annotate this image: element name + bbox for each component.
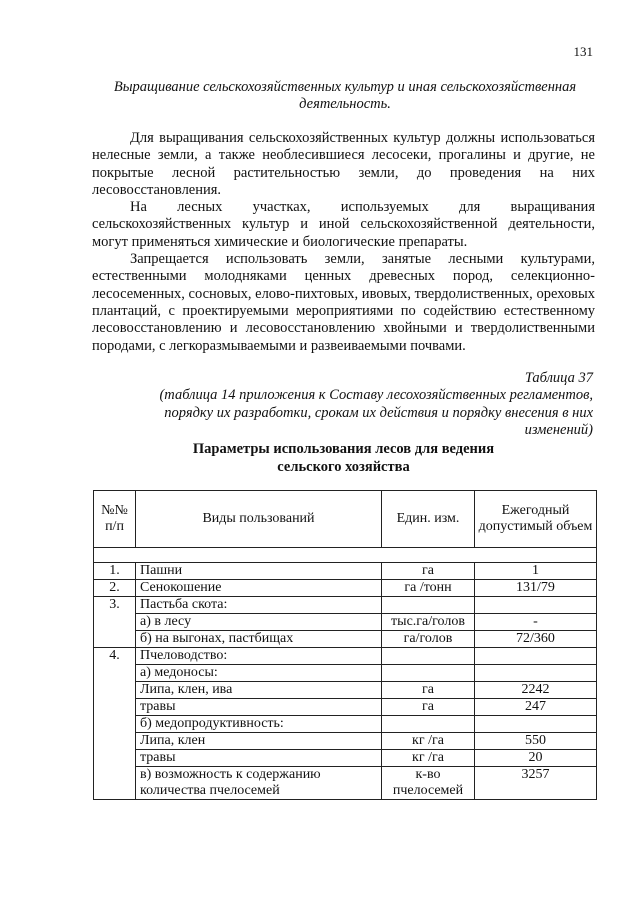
row-unit bbox=[382, 716, 475, 733]
row-value bbox=[475, 716, 597, 733]
row-name: Липа, клен bbox=[136, 733, 382, 750]
header-num: №№ п/п bbox=[94, 491, 136, 548]
table-caption bbox=[123, 370, 593, 439]
table-row bbox=[94, 682, 597, 699]
row-unit: га bbox=[382, 699, 475, 716]
header-type: Виды пользований bbox=[136, 491, 382, 548]
row-name: травы bbox=[136, 699, 382, 716]
row-unit: кг /га bbox=[382, 750, 475, 767]
table-title: Параметры использования лесов для ведения сельского хозяйства bbox=[192, 441, 495, 475]
row-unit: тыс.га/голов bbox=[382, 614, 475, 631]
row-number: 2. bbox=[94, 580, 136, 597]
row-name: Липа, клен, ива bbox=[136, 682, 382, 699]
row-unit: к-во пчелосемей bbox=[382, 767, 475, 800]
table-label: Таблица 37 bbox=[524, 370, 593, 386]
row-name: б) медопродуктивность: bbox=[136, 716, 382, 733]
table-header-row bbox=[94, 491, 597, 548]
row-value: 20 bbox=[475, 750, 597, 767]
row-name: б) на выгонах, пастбищах bbox=[136, 631, 382, 648]
row-value: 550 bbox=[475, 733, 597, 750]
table-row bbox=[94, 597, 597, 614]
table-row bbox=[94, 580, 597, 597]
row-unit: га bbox=[382, 682, 475, 699]
spacer-row bbox=[94, 548, 597, 563]
paragraph: Запрещается использовать земли, занятые лесными культурами, естественными молодняками ценных древесных пород, селекционно-лесосеменных, сосновых, елово-пихтовых, ивовых, твердолиственных, ореховых плантаций, с проектируемыми мероприятиями по содействию естественному лесовосстановлению и лесовосстановлению хвойными и твердолиственными породами, с легкоразмываемыми и развеиваемыми почвами. bbox=[92, 251, 595, 354]
header-volume: Ежегодный допустимый объем bbox=[475, 491, 597, 548]
row-name: Пчеловодство: bbox=[136, 648, 382, 665]
row-value: 72/360 bbox=[475, 631, 597, 648]
table-row bbox=[94, 750, 597, 767]
row-name: Пашни bbox=[136, 563, 382, 580]
row-unit: га /тонн bbox=[382, 580, 475, 597]
row-name: а) в лесу bbox=[136, 614, 382, 631]
table-row bbox=[94, 563, 597, 580]
row-value bbox=[475, 665, 597, 682]
row-value bbox=[475, 597, 597, 614]
row-name: травы bbox=[136, 750, 382, 767]
paragraph: На лесных участках, используемых для выращивания сельскохозяйственных культур и иной сельскохозяйственной деятельности, могут применяться химические и биологические препараты. bbox=[92, 199, 595, 250]
row-value: - bbox=[475, 614, 597, 631]
table-row bbox=[94, 631, 597, 648]
parameters-table bbox=[93, 490, 597, 800]
row-unit bbox=[382, 597, 475, 614]
table-row bbox=[94, 665, 597, 682]
row-unit bbox=[382, 648, 475, 665]
row-value: 2242 bbox=[475, 682, 597, 699]
row-number: 1. bbox=[94, 563, 136, 580]
row-value: 1 bbox=[475, 563, 597, 580]
page-number: 131 bbox=[573, 44, 593, 59]
table-note: (таблица 14 приложения к Составу лесохозяйственных регламентов, порядку их разработки, срокам их действия и порядку внесения в них изменений) bbox=[159, 387, 593, 438]
row-name: Сенокошение bbox=[136, 580, 382, 597]
row-number: 3. bbox=[94, 597, 136, 648]
section-title: Выращивание сельскохозяйственных культур и иная сельскохозяйственная деятельность. bbox=[113, 79, 577, 112]
row-unit: га/голов bbox=[382, 631, 475, 648]
row-number: 4. bbox=[94, 648, 136, 800]
row-value: 3257 bbox=[475, 767, 597, 800]
body-text bbox=[92, 130, 595, 355]
table-row bbox=[94, 733, 597, 750]
row-name: а) медоносы: bbox=[136, 665, 382, 682]
table-row bbox=[94, 767, 597, 800]
row-value: 131/79 bbox=[475, 580, 597, 597]
row-unit bbox=[382, 665, 475, 682]
row-unit: га bbox=[382, 563, 475, 580]
row-value bbox=[475, 648, 597, 665]
row-name: Пастьба скота: bbox=[136, 597, 382, 614]
table-row bbox=[94, 614, 597, 631]
paragraph: Для выращивания сельскохозяйственных культур должны использоваться нелесные земли, а также необлесившиеся лесосеки, прогалины и другие, не покрытые лесной растительностью земли, до проведения на них лесовосстановления. bbox=[92, 130, 595, 198]
table-row bbox=[94, 648, 597, 665]
header-unit: Един. изм. bbox=[382, 491, 475, 548]
table-row bbox=[94, 699, 597, 716]
row-name: в) возможность к содержанию количества пчелосемей bbox=[136, 767, 382, 800]
row-unit: кг /га bbox=[382, 733, 475, 750]
table-row bbox=[94, 716, 597, 733]
row-value: 247 bbox=[475, 699, 597, 716]
